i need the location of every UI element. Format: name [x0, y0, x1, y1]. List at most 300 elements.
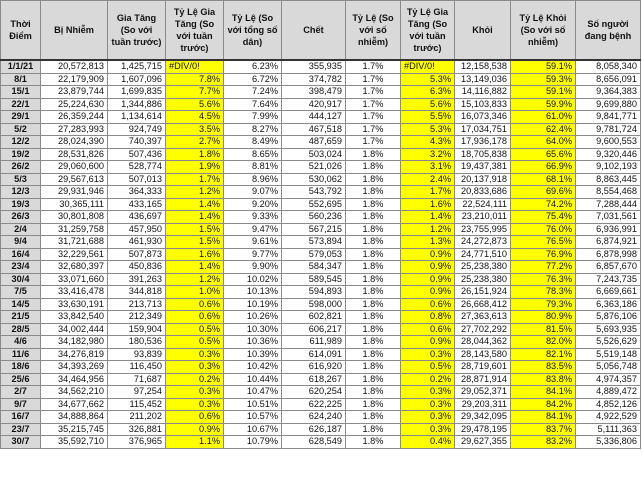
cell-deaths[interactable]: 444,127: [282, 111, 346, 124]
cell-active-cases[interactable]: 6,874,921: [576, 236, 641, 249]
cell-increase[interactable]: 450,836: [108, 261, 166, 274]
cell-deaths[interactable]: 503,024: [282, 148, 346, 161]
cell-recovered[interactable]: 15,103,833: [455, 98, 511, 111]
cell-active-cases[interactable]: 9,781,724: [576, 123, 641, 136]
cell-recovered[interactable]: 19,437,381: [455, 161, 511, 174]
cell-infected[interactable]: 34,393,269: [41, 361, 108, 374]
cell-population-rate[interactable]: 10.19%: [224, 298, 282, 311]
cell-death-rate[interactable]: 1.8%: [346, 161, 401, 174]
cell-death-rate[interactable]: 1.8%: [346, 261, 401, 274]
cell-recovered[interactable]: 29,627,355: [455, 436, 511, 449]
cell-recovered[interactable]: 26,668,412: [455, 298, 511, 311]
cell-population-rate[interactable]: 9.07%: [224, 186, 282, 199]
cell-date[interactable]: 14/5: [1, 298, 41, 311]
cell-recovered[interactable]: 17,034,751: [455, 123, 511, 136]
cell-date[interactable]: 9/4: [1, 236, 41, 249]
cell-death-rate[interactable]: 1.8%: [346, 198, 401, 211]
cell-infected[interactable]: 34,276,819: [41, 348, 108, 361]
cell-date[interactable]: 2/4: [1, 223, 41, 236]
cell-increase-rate[interactable]: 0.3%: [166, 361, 224, 374]
cell-deaths[interactable]: 606,217: [282, 323, 346, 336]
cell-recovered[interactable]: 23,210,011: [455, 211, 511, 224]
cell-increase-rate[interactable]: 4.5%: [166, 111, 224, 124]
cell-infected[interactable]: 22,179,909: [41, 73, 108, 86]
cell-population-rate[interactable]: 10.47%: [224, 386, 282, 399]
cell-date[interactable]: 22/1: [1, 98, 41, 111]
cell-death-increase-rate[interactable]: 0.9%: [401, 261, 455, 274]
cell-death-increase-rate[interactable]: 3.2%: [401, 148, 455, 161]
cell-deaths[interactable]: 543,792: [282, 186, 346, 199]
cell-date[interactable]: 19/3: [1, 198, 41, 211]
cell-active-cases[interactable]: 6,363,186: [576, 298, 641, 311]
cell-increase-rate[interactable]: 0.3%: [166, 348, 224, 361]
cell-active-cases[interactable]: 4,852,126: [576, 398, 641, 411]
cell-active-cases[interactable]: 5,336,806: [576, 436, 641, 449]
cell-recovery-rate[interactable]: 61.0%: [511, 111, 576, 124]
cell-recovered[interactable]: 29,478,195: [455, 423, 511, 436]
cell-deaths[interactable]: 521,026: [282, 161, 346, 174]
cell-recovered[interactable]: 29,342,095: [455, 411, 511, 424]
cell-active-cases[interactable]: 9,699,880: [576, 98, 641, 111]
cell-deaths[interactable]: 374,782: [282, 73, 346, 86]
cell-increase[interactable]: 116,450: [108, 361, 166, 374]
cell-infected[interactable]: 32,229,561: [41, 248, 108, 261]
cell-increase[interactable]: 528,774: [108, 161, 166, 174]
cell-recovery-rate[interactable]: 84.1%: [511, 411, 576, 424]
cell-recovery-rate[interactable]: 83.7%: [511, 423, 576, 436]
cell-population-rate[interactable]: 10.44%: [224, 373, 282, 386]
cell-deaths[interactable]: 487,659: [282, 136, 346, 149]
cell-increase[interactable]: 436,697: [108, 211, 166, 224]
cell-increase[interactable]: 391,263: [108, 273, 166, 286]
cell-increase-rate[interactable]: 1.2%: [166, 273, 224, 286]
cell-infected[interactable]: 27,283,993: [41, 123, 108, 136]
cell-death-increase-rate[interactable]: 0.5%: [401, 361, 455, 374]
cell-death-increase-rate[interactable]: 0.3%: [401, 398, 455, 411]
cell-active-cases[interactable]: 9,102,193: [576, 161, 641, 174]
cell-population-rate[interactable]: 8.65%: [224, 148, 282, 161]
cell-increase[interactable]: 1,607,096: [108, 73, 166, 86]
cell-death-increase-rate[interactable]: 1.3%: [401, 236, 455, 249]
cell-active-cases[interactable]: 5,693,935: [576, 323, 641, 336]
cell-recovery-rate[interactable]: 66.9%: [511, 161, 576, 174]
cell-active-cases[interactable]: 7,031,561: [576, 211, 641, 224]
cell-increase-rate[interactable]: #DIV/0!: [166, 60, 224, 73]
cell-infected[interactable]: 23,879,744: [41, 86, 108, 99]
cell-recovery-rate[interactable]: 79.3%: [511, 298, 576, 311]
cell-recovery-rate[interactable]: 64.0%: [511, 136, 576, 149]
cell-deaths[interactable]: 530,062: [282, 173, 346, 186]
cell-infected[interactable]: 34,562,210: [41, 386, 108, 399]
cell-increase-rate[interactable]: 1.4%: [166, 198, 224, 211]
cell-increase[interactable]: 924,749: [108, 123, 166, 136]
cell-date[interactable]: 1/1/21: [1, 60, 41, 73]
cell-increase[interactable]: 159,904: [108, 323, 166, 336]
cell-recovery-rate[interactable]: 65.6%: [511, 148, 576, 161]
cell-population-rate[interactable]: 6.23%: [224, 60, 282, 73]
cell-death-rate[interactable]: 1.8%: [346, 298, 401, 311]
cell-deaths[interactable]: 622,225: [282, 398, 346, 411]
cell-recovered[interactable]: 27,702,292: [455, 323, 511, 336]
cell-recovery-rate[interactable]: 62.4%: [511, 123, 576, 136]
cell-active-cases[interactable]: 9,600,553: [576, 136, 641, 149]
cell-recovered[interactable]: 14,116,882: [455, 86, 511, 99]
cell-recovery-rate[interactable]: 81.5%: [511, 323, 576, 336]
cell-death-rate[interactable]: 1.8%: [346, 386, 401, 399]
cell-population-rate[interactable]: 9.90%: [224, 261, 282, 274]
cell-infected[interactable]: 20,572,813: [41, 60, 108, 73]
cell-population-rate[interactable]: 9.47%: [224, 223, 282, 236]
cell-death-increase-rate[interactable]: 5.6%: [401, 98, 455, 111]
cell-date[interactable]: 29/1: [1, 111, 41, 124]
cell-deaths[interactable]: 579,053: [282, 248, 346, 261]
cell-population-rate[interactable]: 10.30%: [224, 323, 282, 336]
cell-deaths[interactable]: 420,917: [282, 98, 346, 111]
cell-active-cases[interactable]: 4,922,529: [576, 411, 641, 424]
cell-death-increase-rate[interactable]: 1.4%: [401, 211, 455, 224]
cell-death-rate[interactable]: 1.8%: [346, 211, 401, 224]
cell-date[interactable]: 4/6: [1, 336, 41, 349]
cell-infected[interactable]: 33,842,540: [41, 311, 108, 324]
cell-death-rate[interactable]: 1.8%: [346, 436, 401, 449]
cell-infected[interactable]: 29,060,600: [41, 161, 108, 174]
cell-death-rate[interactable]: 1.8%: [346, 236, 401, 249]
cell-infected[interactable]: 26,359,244: [41, 111, 108, 124]
cell-increase[interactable]: 461,930: [108, 236, 166, 249]
cell-recovery-rate[interactable]: 59.3%: [511, 73, 576, 86]
cell-recovery-rate[interactable]: 83.8%: [511, 373, 576, 386]
cell-date[interactable]: 28/5: [1, 323, 41, 336]
cell-date[interactable]: 5/2: [1, 123, 41, 136]
cell-increase[interactable]: 1,425,715: [108, 60, 166, 73]
cell-death-rate[interactable]: 1.7%: [346, 123, 401, 136]
cell-date[interactable]: 23/7: [1, 423, 41, 436]
cell-increase-rate[interactable]: 7.8%: [166, 73, 224, 86]
cell-increase[interactable]: 507,436: [108, 148, 166, 161]
cell-death-increase-rate[interactable]: 5.5%: [401, 111, 455, 124]
cell-population-rate[interactable]: 7.64%: [224, 98, 282, 111]
cell-increase-rate[interactable]: 7.7%: [166, 86, 224, 99]
cell-recovered[interactable]: 29,203,311: [455, 398, 511, 411]
cell-active-cases[interactable]: 5,526,629: [576, 336, 641, 349]
cell-infected[interactable]: 34,464,956: [41, 373, 108, 386]
cell-death-rate[interactable]: 1.8%: [346, 148, 401, 161]
cell-death-rate[interactable]: 1.8%: [346, 273, 401, 286]
cell-increase-rate[interactable]: 1.4%: [166, 211, 224, 224]
cell-death-rate[interactable]: 1.8%: [346, 348, 401, 361]
cell-increase-rate[interactable]: 0.6%: [166, 411, 224, 424]
cell-deaths[interactable]: 355,935: [282, 60, 346, 73]
cell-recovered[interactable]: 29,052,371: [455, 386, 511, 399]
cell-increase[interactable]: 326,881: [108, 423, 166, 436]
cell-deaths[interactable]: 560,236: [282, 211, 346, 224]
cell-increase-rate[interactable]: 0.3%: [166, 386, 224, 399]
header-population-rate[interactable]: Tỷ Lệ (So với tổng số dân): [224, 1, 282, 61]
header-death-rate[interactable]: Tỷ Lệ (So với số nhiễm): [346, 1, 401, 61]
cell-death-rate[interactable]: 1.8%: [346, 286, 401, 299]
cell-recovery-rate[interactable]: 80.9%: [511, 311, 576, 324]
cell-infected[interactable]: 34,182,980: [41, 336, 108, 349]
cell-population-rate[interactable]: 10.26%: [224, 311, 282, 324]
cell-active-cases[interactable]: 5,876,106: [576, 311, 641, 324]
cell-active-cases[interactable]: 8,656,091: [576, 73, 641, 86]
cell-increase-rate[interactable]: 0.6%: [166, 311, 224, 324]
cell-increase-rate[interactable]: 0.6%: [166, 298, 224, 311]
cell-recovered[interactable]: 24,272,873: [455, 236, 511, 249]
cell-recovery-rate[interactable]: 76.9%: [511, 248, 576, 261]
cell-death-increase-rate[interactable]: 4.3%: [401, 136, 455, 149]
cell-date[interactable]: 8/1: [1, 73, 41, 86]
cell-death-rate[interactable]: 1.8%: [346, 311, 401, 324]
cell-deaths[interactable]: 602,821: [282, 311, 346, 324]
cell-infected[interactable]: 33,630,191: [41, 298, 108, 311]
cell-death-rate[interactable]: 1.8%: [346, 373, 401, 386]
cell-deaths[interactable]: 628,549: [282, 436, 346, 449]
cell-active-cases[interactable]: 7,243,735: [576, 273, 641, 286]
cell-increase-rate[interactable]: 1.0%: [166, 286, 224, 299]
cell-active-cases[interactable]: 5,111,363: [576, 423, 641, 436]
cell-deaths[interactable]: 594,893: [282, 286, 346, 299]
cell-death-rate[interactable]: 1.7%: [346, 136, 401, 149]
cell-infected[interactable]: 30,365,111: [41, 198, 108, 211]
cell-recovery-rate[interactable]: 77.2%: [511, 261, 576, 274]
cell-death-increase-rate[interactable]: 0.6%: [401, 298, 455, 311]
cell-deaths[interactable]: 614,091: [282, 348, 346, 361]
cell-infected[interactable]: 29,567,613: [41, 173, 108, 186]
cell-increase[interactable]: 180,536: [108, 336, 166, 349]
cell-increase[interactable]: 1,344,886: [108, 98, 166, 111]
cell-recovery-rate[interactable]: 74.2%: [511, 198, 576, 211]
header-increase[interactable]: Gia Tăng (So với tuần trước): [108, 1, 166, 61]
cell-increase[interactable]: 433,165: [108, 198, 166, 211]
cell-death-increase-rate[interactable]: 0.3%: [401, 386, 455, 399]
cell-increase-rate[interactable]: 1.8%: [166, 148, 224, 161]
cell-active-cases[interactable]: 6,669,661: [576, 286, 641, 299]
cell-recovery-rate[interactable]: 68.1%: [511, 173, 576, 186]
cell-population-rate[interactable]: 10.79%: [224, 436, 282, 449]
cell-date[interactable]: 15/1: [1, 86, 41, 99]
cell-increase[interactable]: 213,713: [108, 298, 166, 311]
cell-increase-rate[interactable]: 0.5%: [166, 323, 224, 336]
cell-infected[interactable]: 30,801,808: [41, 211, 108, 224]
cell-death-rate[interactable]: 1.8%: [346, 336, 401, 349]
cell-recovery-rate[interactable]: 59.9%: [511, 98, 576, 111]
cell-increase[interactable]: 1,699,835: [108, 86, 166, 99]
cell-date[interactable]: 21/5: [1, 311, 41, 324]
cell-population-rate[interactable]: 10.51%: [224, 398, 282, 411]
header-deaths[interactable]: Chết: [282, 1, 346, 61]
cell-death-increase-rate[interactable]: 0.3%: [401, 348, 455, 361]
cell-death-increase-rate[interactable]: 0.2%: [401, 373, 455, 386]
cell-population-rate[interactable]: 8.96%: [224, 173, 282, 186]
cell-date[interactable]: 26/3: [1, 211, 41, 224]
cell-active-cases[interactable]: 9,841,771: [576, 111, 641, 124]
cell-recovery-rate[interactable]: 83.2%: [511, 436, 576, 449]
cell-increase[interactable]: 376,965: [108, 436, 166, 449]
cell-increase-rate[interactable]: 1.5%: [166, 236, 224, 249]
cell-recovered[interactable]: 28,143,580: [455, 348, 511, 361]
cell-active-cases[interactable]: 4,889,472: [576, 386, 641, 399]
cell-recovery-rate[interactable]: 76.5%: [511, 236, 576, 249]
cell-date[interactable]: 25/6: [1, 373, 41, 386]
cell-recovery-rate[interactable]: 84.2%: [511, 398, 576, 411]
cell-population-rate[interactable]: 9.33%: [224, 211, 282, 224]
cell-death-rate[interactable]: 1.8%: [346, 398, 401, 411]
cell-recovered[interactable]: 26,151,924: [455, 286, 511, 299]
cell-death-increase-rate[interactable]: 1.6%: [401, 198, 455, 211]
cell-death-increase-rate[interactable]: #DIV/0!: [401, 60, 455, 73]
cell-death-rate[interactable]: 1.8%: [346, 323, 401, 336]
cell-infected[interactable]: 31,721,688: [41, 236, 108, 249]
header-active-cases[interactable]: Số người đang bệnh: [576, 1, 641, 61]
cell-date[interactable]: 7/5: [1, 286, 41, 299]
cell-population-rate[interactable]: 10.57%: [224, 411, 282, 424]
cell-date[interactable]: 30/4: [1, 273, 41, 286]
cell-active-cases[interactable]: 6,857,670: [576, 261, 641, 274]
cell-increase-rate[interactable]: 1.9%: [166, 161, 224, 174]
cell-deaths[interactable]: 589,545: [282, 273, 346, 286]
cell-population-rate[interactable]: 8.49%: [224, 136, 282, 149]
cell-deaths[interactable]: 398,479: [282, 86, 346, 99]
cell-recovered[interactable]: 25,238,380: [455, 273, 511, 286]
cell-death-rate[interactable]: 1.7%: [346, 111, 401, 124]
cell-deaths[interactable]: 620,254: [282, 386, 346, 399]
cell-active-cases[interactable]: 6,936,991: [576, 223, 641, 236]
cell-active-cases[interactable]: 5,056,748: [576, 361, 641, 374]
cell-increase[interactable]: 71,687: [108, 373, 166, 386]
cell-death-increase-rate[interactable]: 0.3%: [401, 411, 455, 424]
cell-deaths[interactable]: 598,000: [282, 298, 346, 311]
cell-increase-rate[interactable]: 1.4%: [166, 261, 224, 274]
cell-recovery-rate[interactable]: 82.1%: [511, 348, 576, 361]
header-recovery-rate[interactable]: Tỷ Lệ Khỏi (So với số nhiễm): [511, 1, 576, 61]
cell-population-rate[interactable]: 7.99%: [224, 111, 282, 124]
cell-death-increase-rate[interactable]: 0.9%: [401, 336, 455, 349]
cell-increase-rate[interactable]: 0.9%: [166, 423, 224, 436]
cell-increase-rate[interactable]: 0.3%: [166, 398, 224, 411]
cell-population-rate[interactable]: 7.24%: [224, 86, 282, 99]
cell-death-increase-rate[interactable]: 0.4%: [401, 436, 455, 449]
cell-death-rate[interactable]: 1.8%: [346, 411, 401, 424]
cell-increase[interactable]: 97,254: [108, 386, 166, 399]
cell-infected[interactable]: 31,259,758: [41, 223, 108, 236]
cell-recovered[interactable]: 25,238,380: [455, 261, 511, 274]
cell-active-cases[interactable]: 8,058,340: [576, 60, 641, 73]
cell-population-rate[interactable]: 8.27%: [224, 123, 282, 136]
cell-active-cases[interactable]: 5,519,148: [576, 348, 641, 361]
cell-infected[interactable]: 28,531,826: [41, 148, 108, 161]
cell-death-increase-rate[interactable]: 0.9%: [401, 248, 455, 261]
cell-active-cases[interactable]: 8,863,445: [576, 173, 641, 186]
cell-deaths[interactable]: 552,695: [282, 198, 346, 211]
cell-recovered[interactable]: 17,936,178: [455, 136, 511, 149]
cell-recovery-rate[interactable]: 84.1%: [511, 386, 576, 399]
cell-population-rate[interactable]: 10.02%: [224, 273, 282, 286]
cell-death-rate[interactable]: 1.7%: [346, 60, 401, 73]
header-infected[interactable]: Bị Nhiễm: [41, 1, 108, 61]
cell-deaths[interactable]: 567,215: [282, 223, 346, 236]
cell-population-rate[interactable]: 8.81%: [224, 161, 282, 174]
cell-increase-rate[interactable]: 1.1%: [166, 436, 224, 449]
cell-increase[interactable]: 211,202: [108, 411, 166, 424]
cell-active-cases[interactable]: 9,364,383: [576, 86, 641, 99]
cell-deaths[interactable]: 626,187: [282, 423, 346, 436]
cell-active-cases[interactable]: 9,320,446: [576, 148, 641, 161]
cell-death-increase-rate[interactable]: 1.2%: [401, 223, 455, 236]
cell-recovered[interactable]: 20,137,918: [455, 173, 511, 186]
header-date[interactable]: Thời Điểm: [1, 1, 41, 61]
cell-date[interactable]: 26/2: [1, 161, 41, 174]
cell-recovered[interactable]: 20,833,686: [455, 186, 511, 199]
cell-death-increase-rate[interactable]: 3.1%: [401, 161, 455, 174]
cell-death-increase-rate[interactable]: 5.3%: [401, 73, 455, 86]
cell-recovered[interactable]: 13,149,036: [455, 73, 511, 86]
cell-date[interactable]: 2/7: [1, 386, 41, 399]
cell-date[interactable]: 30/7: [1, 436, 41, 449]
cell-recovered[interactable]: 23,755,995: [455, 223, 511, 236]
cell-population-rate[interactable]: 10.13%: [224, 286, 282, 299]
cell-death-increase-rate[interactable]: 0.3%: [401, 423, 455, 436]
cell-increase[interactable]: 507,873: [108, 248, 166, 261]
cell-date[interactable]: 11/6: [1, 348, 41, 361]
cell-death-increase-rate[interactable]: 0.8%: [401, 311, 455, 324]
cell-increase-rate[interactable]: 1.6%: [166, 248, 224, 261]
cell-death-increase-rate[interactable]: 2.4%: [401, 173, 455, 186]
cell-recovered[interactable]: 28,871,914: [455, 373, 511, 386]
cell-date[interactable]: 19/2: [1, 148, 41, 161]
cell-recovered[interactable]: 24,771,510: [455, 248, 511, 261]
cell-death-rate[interactable]: 1.7%: [346, 86, 401, 99]
cell-infected[interactable]: 34,002,444: [41, 323, 108, 336]
cell-deaths[interactable]: 618,267: [282, 373, 346, 386]
cell-increase[interactable]: 344,818: [108, 286, 166, 299]
cell-death-increase-rate[interactable]: 0.9%: [401, 273, 455, 286]
cell-death-increase-rate[interactable]: 6.3%: [401, 86, 455, 99]
cell-death-rate[interactable]: 1.8%: [346, 423, 401, 436]
cell-death-rate[interactable]: 1.7%: [346, 73, 401, 86]
cell-recovery-rate[interactable]: 69.6%: [511, 186, 576, 199]
cell-increase[interactable]: 457,950: [108, 223, 166, 236]
cell-recovery-rate[interactable]: 75.4%: [511, 211, 576, 224]
cell-deaths[interactable]: 584,347: [282, 261, 346, 274]
cell-recovery-rate[interactable]: 76.3%: [511, 273, 576, 286]
cell-recovered[interactable]: 27,363,613: [455, 311, 511, 324]
cell-infected[interactable]: 35,215,745: [41, 423, 108, 436]
cell-increase-rate[interactable]: 0.5%: [166, 336, 224, 349]
cell-population-rate[interactable]: 10.67%: [224, 423, 282, 436]
cell-population-rate[interactable]: 10.36%: [224, 336, 282, 349]
cell-recovered[interactable]: 22,524,111: [455, 198, 511, 211]
cell-date[interactable]: 18/6: [1, 361, 41, 374]
cell-recovery-rate[interactable]: 59.1%: [511, 60, 576, 73]
cell-death-increase-rate[interactable]: 1.7%: [401, 186, 455, 199]
cell-increase-rate[interactable]: 1.2%: [166, 186, 224, 199]
cell-increase-rate[interactable]: 0.2%: [166, 373, 224, 386]
cell-death-rate[interactable]: 1.7%: [346, 98, 401, 111]
cell-infected[interactable]: 28,024,390: [41, 136, 108, 149]
cell-recovered[interactable]: 18,705,838: [455, 148, 511, 161]
cell-infected[interactable]: 32,680,397: [41, 261, 108, 274]
cell-date[interactable]: 16/7: [1, 411, 41, 424]
cell-increase[interactable]: 364,333: [108, 186, 166, 199]
cell-population-rate[interactable]: 9.20%: [224, 198, 282, 211]
cell-date[interactable]: 9/7: [1, 398, 41, 411]
cell-active-cases[interactable]: 6,878,998: [576, 248, 641, 261]
cell-recovered[interactable]: 16,073,346: [455, 111, 511, 124]
cell-infected[interactable]: 25,224,630: [41, 98, 108, 111]
cell-infected[interactable]: 29,931,946: [41, 186, 108, 199]
cell-increase[interactable]: 93,839: [108, 348, 166, 361]
